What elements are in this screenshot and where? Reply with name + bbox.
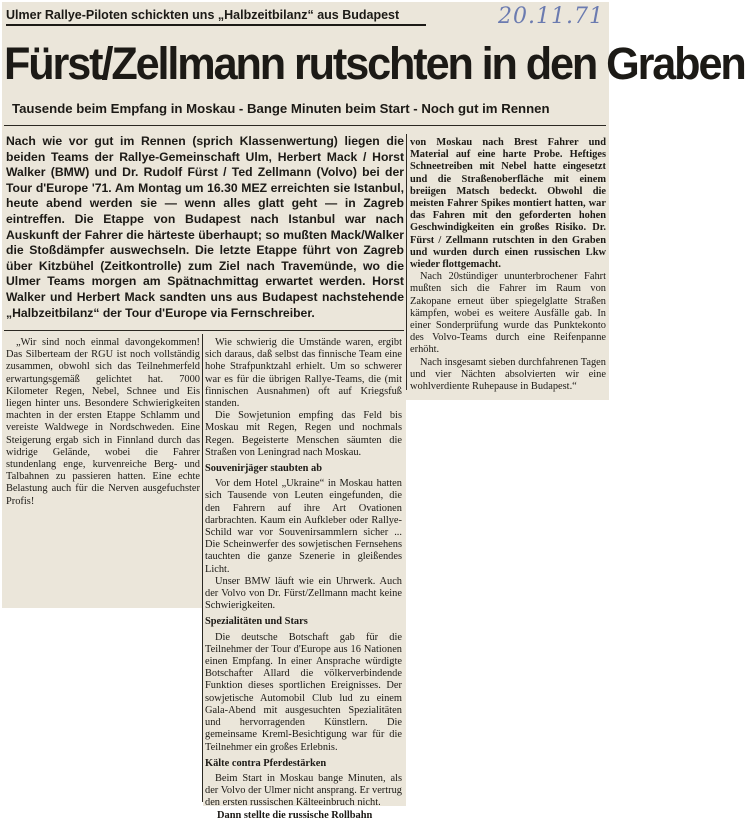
body-paragraph: Beim Start in Moskau bange Minuten, als der Volvo der Ulmer nicht ansprang. Er vertrug den ersten russischen Kälteeinbruch nicht.: [205, 772, 402, 809]
body-paragraph: Nach insgesamt sieben durchfahrenen Tagen und vier Nächten absolvierten wir eine wohlverdiente Ruhepause in Budapest.“: [410, 356, 606, 393]
body-column-2: [205, 337, 402, 822]
body-column-3: [410, 137, 606, 393]
body-paragraph: Unser BMW läuft wie ein Uhrwerk. Auch der Volvo von Dr. Fürst/Zellmann macht keine Schwierigkeiten.: [205, 575, 402, 612]
column-rule-right: [406, 134, 407, 390]
divider-under-subhead: [4, 125, 606, 126]
body-paragraph: „Wir sind noch einmal davongekommen! Das Silberteam der RGU ist noch vollständig zusammen, obwohl sich das Teilnehmerfeld erwartungsgemäß gelichtet hat. 7000 Kilometer Regen, Nebel, Schnee und Eis liegen hinter uns. Besondere Schwierigkeiten machten in der ersten Etappe Schlamm und vereiste Waldwege in Nordschweden. Eine Steigerung ergab sich in Finnland durch das widrige Gelände, wobei die Fahrer stundenlang enge, kurvenreiche Berg- und Talbahnen zu passieren hatten. Eine echte Belastung auch für die Nerven ausgefuchster Profis!: [6, 337, 200, 507]
section-heading: Souvenirjäger staubten ab: [205, 463, 323, 475]
body-paragraph: Vor dem Hotel „Ukraine“ in Moskau hatten sich Tausende von Leuten eingefunden, die den Fahrern auf ihre Art Ovationen darbrachten. Kaum ein Aufkleber oder Rallye-Schild war vor Souvenirsammlern sicher ... Die Scheinwerfer des sowjetischen Fernsehens tauchten die ganze Szenerie in gleißendes Licht.: [205, 478, 402, 575]
subheadline: Tausende beim Empfang in Moskau - Bange Minuten beim Start - Noch gut im Rennen: [12, 101, 550, 116]
body-paragraph-continued: Dann stellte die russische Rollbahn: [217, 809, 373, 821]
section-heading: Kälte contra Pferdestärken: [205, 757, 327, 769]
body-paragraph: Wie schwierig die Umstände waren, ergibt sich daraus, daß selbst das finnische Team eine hohe Strafpunktzahl erhielt. Um so schwerer war es für die übrigen Rallye-Teams, die (mit finnischen Ausnahmen) oft auf Kriegsfuß standen.: [205, 337, 402, 410]
headline: Fürst/Zellmann rutschten in den Graben: [4, 38, 745, 89]
body-paragraph: Die Sowjetunion empfing das Feld bis Moskau mit Regen, Regen und nochmals Regen. Begeisterte Menschen säumten die Straßen von Leningrad nach Moskau.: [205, 410, 402, 458]
column-rule-left: [202, 334, 203, 802]
body-paragraph: Nach 20stündiger ununterbrochener Fahrt mußten sich die Fahrer im Raum von Zakopane erneut über spiegelglatte Straßen kämpfen, wobei es weitere Ausfälle gab. In einer Sonderprüfung wurde das Punktekonto des Volvo-Teams durch eine Reifenpanne erhöht.: [410, 271, 606, 356]
body-paragraph: von Moskau nach Brest Fahrer und Material auf eine harte Probe. Heftiges Schneetreiben mit Nebel hatte eingesetzt und die Straßenoberfläche mit einem breiigen Matsch bedeckt. Obwohl die meisten Fahrer Spikes montiert hatten, war das Fahren mit den geforderten hohen Geschwindigkeiten ein großes Risiko. Dr. Fürst / Zellmann rutschten in den Graben und wurden durch einen russischen Lkw wieder flottgemacht.: [410, 137, 606, 271]
body-column-1: [6, 337, 200, 508]
divider-under-lead: [4, 330, 404, 331]
handwritten-date: 20.11.71: [498, 4, 604, 29]
lead-paragraph: Nach wie vor gut im Rennen (sprich Klassenwertung) liegen die beiden Teams der Rallye-Gemeinschaft Ulm, Herbert Mack / Horst Walker (BMW) und Dr. Rudolf Fürst / Ted Zellmann (Volvo) bei der Tour d'Europe '71. Am Montag um 16.30 MEZ erreichten sie Istanbul, heute abend werden sie — wenn alles glatt geht — in Zagreb eintreffen. Die Etappe von Budapest nach Istanbul war nach Auskunft der Fahrer die härteste überhaupt; so mußten Mack/Walker die Stoßdämpfer auswechseln. Die letzte Etappe führt von Zagreb über Kitzbühel (Zeitkontrolle) zum Ziel nach Travemünde, wo die Ulmer Teams morgen am Spätnachmittag erwartet werden. Horst Walker und Herbert Mack sandten uns aus Budapest nachstehende „Halbzeitbilanz“ der Tour d'Europe via Fernschreiber.: [6, 134, 404, 320]
kicker-line: Ulmer Rallye-Piloten schickten uns „Halbzeitbilanz“ aus Budapest: [6, 8, 426, 26]
body-paragraph: Die deutsche Botschaft gab für die Teilnehmer der Tour d'Europe aus 16 Nationen einen Empfang. In einer Ansprache würdigte Botschafter Allard die völkerverbindende Funktion dieses sportlichen Ereignisses. Der sowjetische Automobil Club lud zu einem Gala-Abend mit ausgesuchten Spezialitäten und hervorragenden Künstlern. Die gemeinsame Kreml-Besichtigung war für die Teilnehmer ein großes Erlebnis.: [205, 631, 402, 753]
section-heading: Spezialitäten und Stars: [205, 616, 308, 628]
